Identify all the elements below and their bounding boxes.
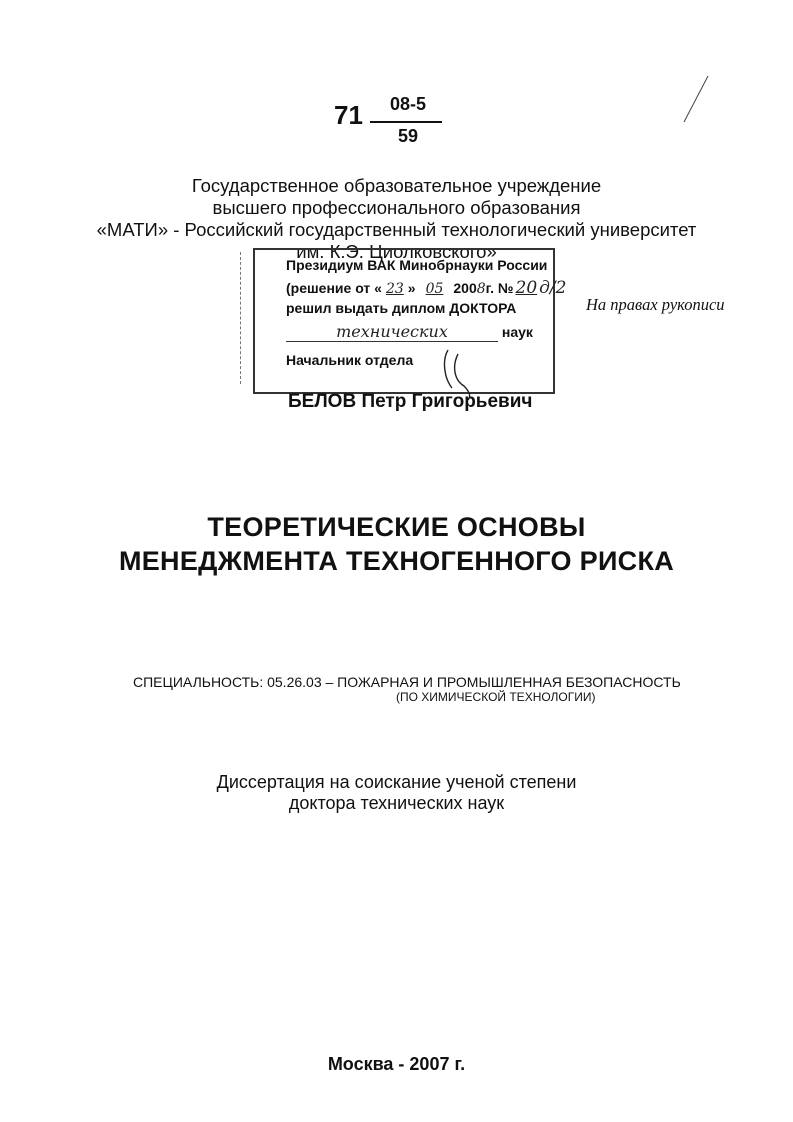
stamp-line-1: Президиум ВАК Минобрнауки России xyxy=(286,257,548,273)
specialty-line-1: СПЕЦИАЛЬНОСТЬ: 05.26.03 – ПОЖАРНАЯ И ПРОМЫШЛЕННАЯ БЕЗОПАСНОСТЬ xyxy=(133,674,681,690)
stamp-gutter xyxy=(240,252,253,384)
city-year: Москва - 2007 г. xyxy=(327,1054,466,1074)
decision-prefix: (решение от « xyxy=(286,280,382,296)
pen-mark xyxy=(680,74,710,124)
decision-number: 20 xyxy=(515,278,538,298)
stamp-line-3: решил выдать диплом ДОКТОРА xyxy=(286,300,517,316)
dissertation-title xyxy=(0,510,793,578)
rights-note: На правах рукописи xyxy=(586,295,725,314)
stamp-line-5: Начальник отдела xyxy=(286,352,414,368)
institution-line-4: им. К.Э. Циолковского» xyxy=(296,241,497,262)
decision-year-prefix: 200 xyxy=(453,280,477,296)
classification-prefix: 71 xyxy=(334,100,363,130)
title-line-2: МЕНЕДЖМЕНТА ТЕХНОГЕННОГО РИСКА xyxy=(118,546,675,576)
classification-denominator: 59 xyxy=(397,126,419,146)
decision-year-hw: 8 xyxy=(476,281,486,297)
title-line-1: ТЕОРЕТИЧЕСКИЕ ОСНОВЫ xyxy=(207,512,586,542)
institution-line-2: высшего профессионального образования xyxy=(212,197,581,218)
science-suffix: наук xyxy=(501,324,533,340)
fraction-line xyxy=(370,121,442,123)
decision-suffix: г. № xyxy=(485,280,514,296)
decision-mid: » xyxy=(407,280,416,296)
author-name: БЕЛОВ Петр Григорьевич xyxy=(288,391,533,412)
dissertation-line-2: доктора технических наук xyxy=(288,793,505,813)
institution-line-1: Государственное образовательное учреждение xyxy=(191,175,602,196)
institution-line-3: «МАТИ» - Российский государственный технологический университет xyxy=(96,219,697,240)
decision-hw-tail: д/2 xyxy=(539,278,567,298)
classification-numerator: 08-5 xyxy=(389,94,427,114)
dissertation-note xyxy=(0,772,793,814)
decision-month: 05 xyxy=(425,281,444,297)
stamp-decision-line xyxy=(286,278,566,298)
dissertation-line-1: Диссертация на соискание ученой степени xyxy=(216,772,577,792)
decision-day: 23 xyxy=(385,281,404,297)
specialty-line-2: (ПО ХИМИЧЕСКОЙ ТЕХНОЛОГИИ) xyxy=(396,690,596,704)
science-handwritten: технических xyxy=(286,322,498,342)
